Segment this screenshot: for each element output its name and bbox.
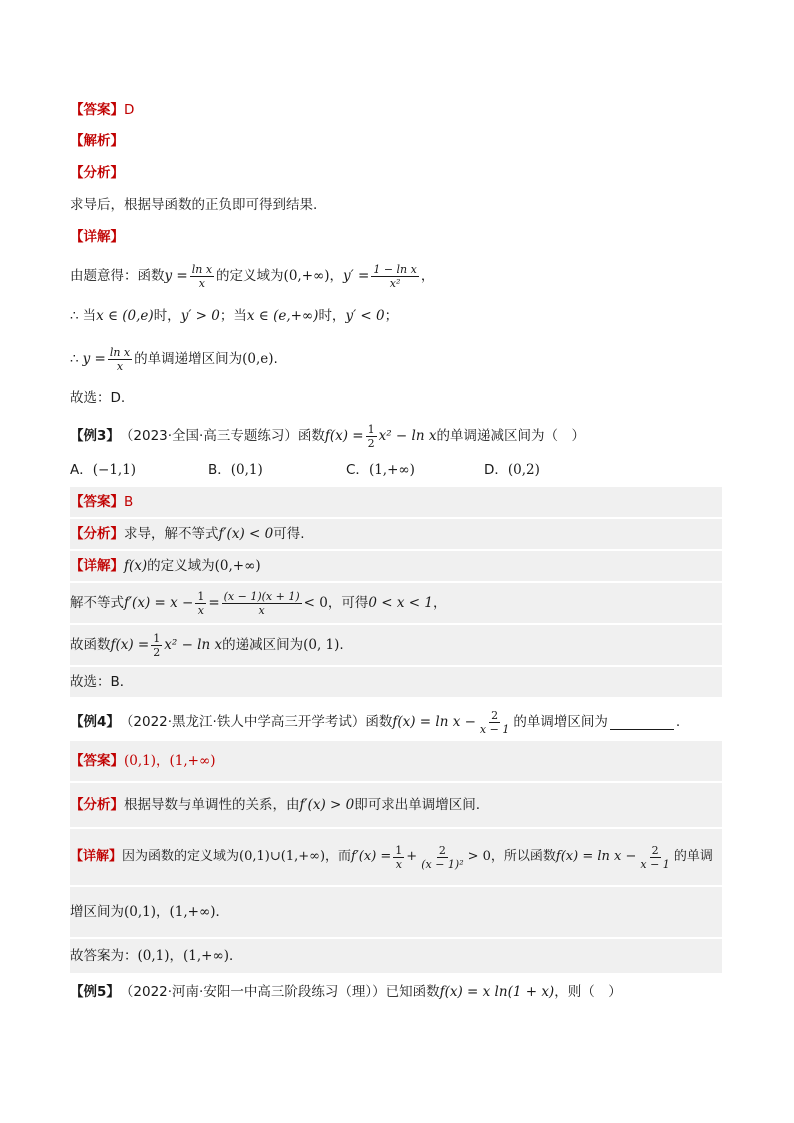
math-fprime: f′(x) = xyxy=(351,849,392,864)
example4-fenxi-line xyxy=(70,783,722,827)
fraction-half xyxy=(151,632,162,659)
text-mid: 的递减区间为 xyxy=(222,637,304,653)
fraction-2-over-x-1 xyxy=(638,844,671,871)
math-lt: < 0 xyxy=(303,595,328,611)
frac-den: x² xyxy=(389,276,401,290)
option-a[interactable] xyxy=(70,460,208,480)
answer-label: 【答案】 xyxy=(70,753,124,769)
option-value: (0,2) xyxy=(507,462,540,478)
xiangjie-label: 【详解】 xyxy=(70,229,124,245)
text-e: ； xyxy=(384,308,399,324)
math-interval: (0,e) xyxy=(242,351,274,367)
math-domain: (0,+∞) xyxy=(214,558,261,574)
answer-value: (0,1)，(1,+∞) xyxy=(124,753,216,769)
text-end: . xyxy=(339,637,344,653)
answer-label: 【答案】 xyxy=(70,494,124,510)
option-letter: C． xyxy=(346,462,369,478)
example5-question xyxy=(70,980,722,1004)
example3-question xyxy=(70,422,722,450)
math-fx: f(x) = ln x − xyxy=(392,714,476,730)
math-fprime: f′(x) > 0 xyxy=(299,797,355,813)
text-a: 当 xyxy=(82,308,97,324)
xiangjie-text-c: ，所以函数 xyxy=(490,849,556,864)
example4-final-answer xyxy=(70,939,722,973)
choose-line xyxy=(70,388,722,408)
frac-den: x xyxy=(197,603,204,617)
fraction-1-over-x xyxy=(195,590,206,617)
frac-num: 1 − ln x xyxy=(373,262,417,276)
example4-tail: 的单调增区间为 xyxy=(513,714,608,730)
example5-label: 【例5】 xyxy=(70,984,120,1000)
example4-question xyxy=(70,705,722,739)
frac-den: x − 1 xyxy=(479,722,510,736)
math-cond2: x ∈ (e,+∞) xyxy=(246,308,319,324)
option-value: (0,1) xyxy=(230,462,263,478)
text-b: 时， xyxy=(153,308,181,324)
math-fx: f(x) = xyxy=(110,637,150,653)
math-result: 0 < x < 1 xyxy=(368,595,433,611)
derivation-line-2 xyxy=(70,306,722,326)
fenxi-label: 【分析】 xyxy=(70,165,124,181)
frac-den: x xyxy=(198,276,205,290)
math-domain: (0,1)∪(1,+∞) xyxy=(239,849,326,864)
example3-xiangjie-line xyxy=(70,551,722,581)
xiangjie-text-d: 的单调 xyxy=(673,849,713,864)
fenxi-label: 【分析】 xyxy=(70,526,124,542)
example3-choose-line xyxy=(70,667,722,697)
math-res2: y′ < 0 xyxy=(345,308,385,324)
fenxi-label: 【分析】 xyxy=(70,797,124,813)
text-prefix: 解不等式 xyxy=(70,595,124,611)
fenxi-text-a: 根据导数与单调性的关系，由 xyxy=(124,797,300,813)
text-sep: ， xyxy=(329,268,344,284)
math-interval: (0,1)，(1,+∞) xyxy=(124,904,216,920)
example3-answer-line xyxy=(70,487,722,517)
frac-num: 1 xyxy=(197,589,205,603)
option-b[interactable] xyxy=(208,460,346,480)
frac-den: x xyxy=(258,603,265,617)
frac-den: x xyxy=(116,359,124,373)
text-end: ， xyxy=(432,595,447,611)
xiangjie-text-a: 因为函数的定义域为 xyxy=(122,849,240,864)
example5-tail: ，则（ ） xyxy=(554,984,622,1000)
frac-num: 2 xyxy=(491,708,499,722)
fraction-1-over-x xyxy=(393,844,404,871)
example3-options xyxy=(70,460,722,480)
choose-text: 故选：B． xyxy=(70,674,134,690)
xiangjie-label: 【详解】 xyxy=(70,558,124,574)
answer-value: B xyxy=(124,494,134,510)
math-expr: x² − ln x xyxy=(378,428,437,444)
frac-num: (x − 1)(x + 1) xyxy=(223,589,300,603)
frac-den: x − 1 xyxy=(640,857,670,871)
example4-source: （2022·黑龙江·铁人中学高三开学考试）函数 xyxy=(119,714,393,730)
frac-num: 1 xyxy=(153,631,161,645)
example3-fenxi-line xyxy=(70,519,722,549)
text-end: ， xyxy=(420,268,435,284)
fenxi-text-b: 即可求出单调增区间. xyxy=(354,797,480,813)
frac-num: 2 xyxy=(651,843,659,857)
option-letter: B． xyxy=(208,462,231,478)
math-fprime: f′(x) < 0 xyxy=(218,526,274,542)
text-prefix: 由题意得：函数 xyxy=(70,268,165,284)
text-mid: 的单调递增区间为 xyxy=(134,351,243,367)
text-end: . xyxy=(273,351,278,367)
option-c[interactable] xyxy=(346,460,484,480)
therefore-symbol: ∴ xyxy=(70,351,79,367)
math-domain: (0,+∞) xyxy=(283,268,330,284)
example4-cont-line xyxy=(70,887,722,937)
example3-source: （2023·全国·高三专题练习）函数 xyxy=(119,428,325,444)
fraction-derivative xyxy=(371,263,419,290)
fenxi-body: 求导后，根据导函数的正负即可得到结果. xyxy=(70,197,318,213)
frac-den: 2 xyxy=(153,645,161,659)
fraction-lnx-over-x xyxy=(190,263,214,290)
fenxi-text xyxy=(70,195,722,215)
example4-label: 【例4】 xyxy=(70,714,120,730)
math-interval: (0,1)，(1,+∞) xyxy=(137,948,229,964)
example3-label: 【例3】 xyxy=(70,428,120,444)
text-d: 时， xyxy=(318,308,346,324)
text-end: . xyxy=(675,714,681,730)
cont-text: 增区间为 xyxy=(70,904,124,920)
example3-line-a xyxy=(70,583,722,623)
fenxi-line xyxy=(70,163,722,183)
math-fx: f(x) = ln x − xyxy=(555,849,637,864)
text-c: ；当 xyxy=(219,308,247,324)
final-answer-text: 故答案为： xyxy=(70,948,138,964)
math-gt: > 0 xyxy=(467,849,491,864)
derivation-line-1 xyxy=(70,262,722,290)
math-cond1: x ∈ (0,e) xyxy=(96,308,154,324)
text-prefix: 故函数 xyxy=(70,637,111,653)
xiangjie-text-b: ，而 xyxy=(325,849,352,864)
answer-blank[interactable] xyxy=(610,715,674,730)
example5-source: （2022·河南·安阳一中高三阶段练习（理））已知函数 xyxy=(119,984,440,1000)
answer-line xyxy=(70,100,722,120)
math-plus: + xyxy=(406,849,418,864)
frac-num: ln x xyxy=(191,262,213,276)
option-letter: A． xyxy=(70,462,93,478)
math-interval: (0, 1) xyxy=(303,637,340,653)
fenxi-text-b: 可得. xyxy=(273,526,305,542)
math-eq: = xyxy=(208,595,220,611)
math-fprime: f′(x) = x − xyxy=(124,595,194,611)
answer-label: 【答案】 xyxy=(70,102,124,118)
fraction-factored xyxy=(222,590,302,617)
text-end: ． xyxy=(215,904,229,920)
answer-value: D xyxy=(124,102,135,118)
example4-xiangjie-line xyxy=(70,829,722,885)
xiangjie-label: 【详解】 xyxy=(70,849,123,864)
math-yprime: y′ = xyxy=(343,268,370,284)
option-value: (−1,1) xyxy=(92,462,137,478)
option-letter: D． xyxy=(484,462,508,478)
example3-tail: 的单调递减区间为（ ） xyxy=(436,428,585,444)
text-mid: ，可得 xyxy=(327,595,369,611)
frac-den: x xyxy=(395,857,402,871)
fenxi-text-a: 求导，解不等式 xyxy=(124,526,219,542)
therefore-symbol: ∴ xyxy=(70,308,79,324)
xiangjie-line xyxy=(70,227,722,247)
example3-line-b xyxy=(70,625,722,665)
math-res1: y′ > 0 xyxy=(180,308,220,324)
derivation-line-3 xyxy=(70,345,722,373)
math-expr: x² − ln x xyxy=(164,637,223,653)
frac-den: 2 xyxy=(367,436,375,450)
jiexi-line xyxy=(70,131,722,151)
math-fx: f(x) xyxy=(124,558,148,574)
frac-num: ln x xyxy=(109,345,131,359)
fraction-2-over-x-1 xyxy=(478,709,511,736)
math-fx: f(x) = x ln(1 + x) xyxy=(439,984,555,1000)
frac-den: (x − 1)² xyxy=(421,857,464,871)
choose-text: 故选：D. xyxy=(70,390,126,406)
math-y: y = xyxy=(164,268,188,284)
fraction-lnx-over-x xyxy=(108,346,132,373)
jiexi-label: 【解析】 xyxy=(70,133,124,149)
text-mid: 的定义域为 xyxy=(216,268,284,284)
math-fx: f(x) = xyxy=(324,428,364,444)
fraction-2-over-sq xyxy=(419,844,465,871)
fraction-half xyxy=(366,423,377,450)
option-d[interactable] xyxy=(484,460,622,480)
option-value: (1,+∞) xyxy=(368,462,415,478)
frac-num: 2 xyxy=(438,843,446,857)
frac-num: 1 xyxy=(395,843,403,857)
math-y: y = xyxy=(82,351,106,367)
example4-answer-line xyxy=(70,741,722,781)
text-end: ． xyxy=(228,948,243,964)
frac-num: 1 xyxy=(367,422,375,436)
xiangjie-text: 的定义域为 xyxy=(147,558,215,574)
